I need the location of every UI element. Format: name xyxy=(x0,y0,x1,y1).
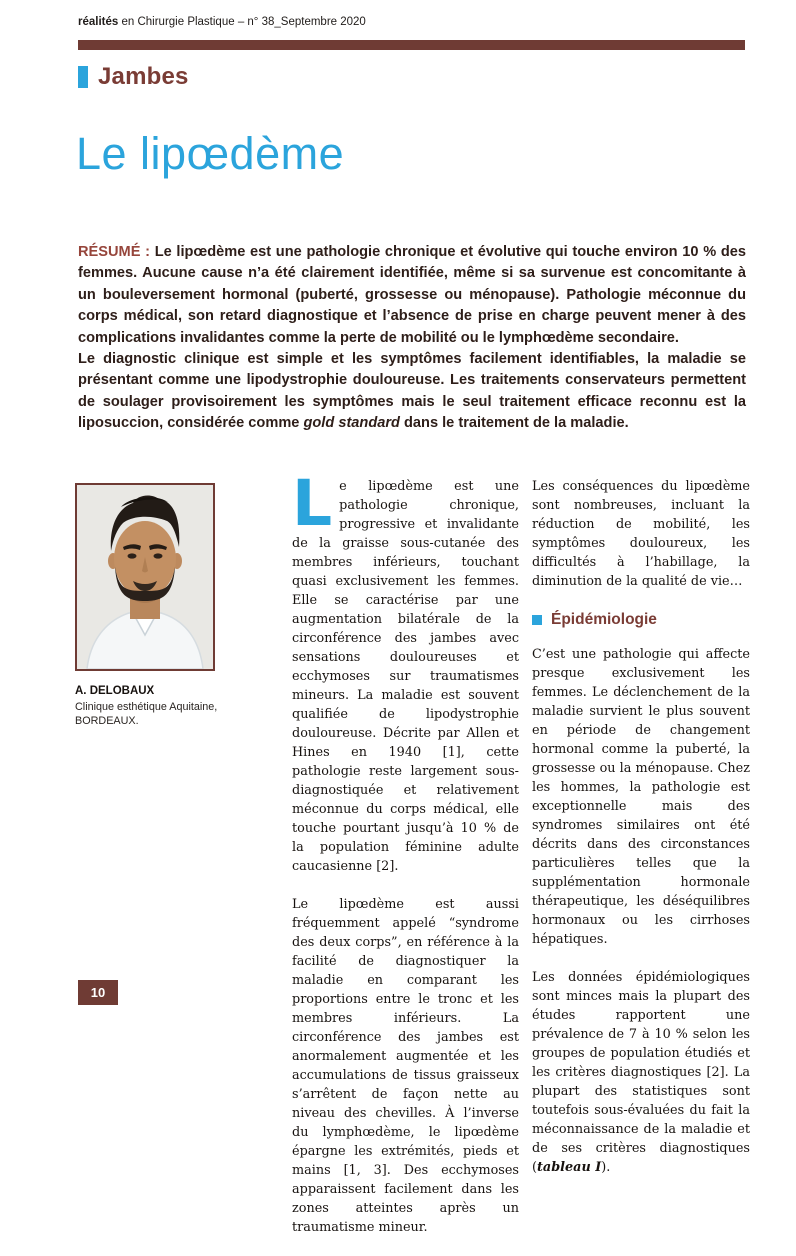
text-column-1 xyxy=(292,467,519,1256)
table-reference: tableau I xyxy=(537,1160,602,1175)
author-portrait-image xyxy=(77,485,213,669)
heading-marker-icon xyxy=(532,615,542,625)
epidemiology-heading-label: Épidémiologie xyxy=(551,611,657,628)
journal-name: réalités xyxy=(78,16,119,28)
epidemiology-heading xyxy=(532,610,750,629)
paragraph-two-bodies: Le lipœdème est aussi fréquemment appelé “syndrome des deux corps”, en référence à la facilité de diagnostiquer la maladie en comparant les proportions entre le tronc et les membres inférieurs. La circonférence des jambes est anormalement augmentée et les accumulations de tissus graisseux s’arrêtent de façon nette au niveau des chevilles. À l’inverse du lymphœdème, le lipœdème épargne les extrémités, pieds et mains [1, 3]. Des ecchymoses apparaissent facilement dans les zones atteintes après un traumatisme mineur. xyxy=(292,897,519,1235)
abstract-text-1: Le lipœdème est une pathologie chronique et évolutive qui touche environ 10 % des femmes. Aucune cause n’a été clairement identifiée, même si sa survenue est concomitante à un bouleversement hormonal (puberté, grossesse ou ménopause). Pathologie méconnue du corps médical, son retard diagnostique et l’absence de prise en charge peuvent mener à des complications invalidantes comme la perte de mobilité ou le lymphœdème secondaire. xyxy=(78,244,747,346)
author-affiliation xyxy=(75,700,278,728)
abstract-paragraph-2 xyxy=(78,349,746,435)
article-title: Le lipœdème xyxy=(76,128,345,179)
intro-text: e lipœdème est une pathologie chronique, progressive et invalidante de la graisse sous-cutanée des membres inférieurs, touchant quasi exclusivement les femmes. Elle se caractérise par une augmentation bilatérale de la circonférence des jambes avec sensations douloureuses et ecchymoses sur traumatismes mineurs. La maladie est souvent qualifiée de lipodystrophie douloureuse. Décrite par Allen et Hines en 1940 [1], cette pathologie reste largement sous-diagnostiquée et relativement méconnue du corps médical, elle touche pourtant jusqu’à 10 % de la population féminine adulte caucasienne [2]. xyxy=(292,479,519,874)
gold-standard-italic: gold standard xyxy=(303,415,400,432)
paragraph-epidemiology-2 xyxy=(532,968,750,1177)
paragraph-intro xyxy=(292,467,519,876)
epidemiology-text-end: ). xyxy=(601,1160,611,1175)
author-photo xyxy=(75,483,215,671)
header-rule xyxy=(78,40,745,50)
journal-header xyxy=(78,16,366,28)
page-number: 10 xyxy=(78,980,118,1005)
section-heading xyxy=(78,63,189,91)
abstract-text-2: Le diagnostic clinique est simple et les symptômes facilement identifiables, la maladie se présentant comme une lipodystrophie douloureuse. Les traitements conservateurs permettent de soulager provisoirement les symptômes mais le seul traitement efficace reconnu est la liposuccion, considérée comme xyxy=(78,351,746,432)
text-column-2 xyxy=(532,477,750,1256)
section-label: Jambes xyxy=(98,63,189,90)
epidemiology-text: Les données épidémiologiques sont minces mais la plupart des études rapportent une prévalence de 7 à 10 % selon les groupes de population étudiés et les critères diagnostiques [2]. La plupart des statistiques sont toutefois sous-évaluées du fait la méconnaissance de la maladie et de ses critères diagnostiques ( xyxy=(532,970,750,1175)
abstract-paragraph-1 xyxy=(78,242,746,349)
paragraph-consequences: Les conséquences du lipœdème sont nombreuses, incluant la réduction de mobilité, les symptômes douloureux, les difficultés à l’habillage, la diminution de la qualité de vie… xyxy=(532,479,750,589)
affiliation-line-2: BORDEAUX. xyxy=(75,715,139,727)
journal-issue: en Chirurgie Plastique – n° 38_Septembre 2020 xyxy=(118,16,366,28)
author-caption xyxy=(75,685,278,728)
affiliation-line-1: Clinique esthétique Aquitaine, xyxy=(75,701,218,713)
article-body xyxy=(75,467,750,1256)
author-name: A. DELOBAUX xyxy=(75,685,155,697)
author-sidebar xyxy=(75,477,278,1256)
abstract xyxy=(78,242,746,435)
dropcap-letter: L xyxy=(292,467,333,540)
abstract-text-3: dans le traitement de la maladie. xyxy=(399,415,629,432)
abstract-label: RÉSUMÉ : xyxy=(78,244,150,260)
section-marker-icon xyxy=(78,66,88,88)
paragraph-epidemiology-1: C’est une pathologie qui affecte presque exclusivement les femmes. Le déclenchement de la maladie survient le plus souvent en période de changement hormonal comme la puberté, la grossesse ou la ménopause. Chez les hommes, la pathologie est exceptionnelle mais des syndromes similaires ont été décrits dans des circonstances particulières telles que la supplémentation hormonale thérapeutique, les déséquilibres hormonaux ou les cirrhoses hépatiques. xyxy=(532,647,750,947)
